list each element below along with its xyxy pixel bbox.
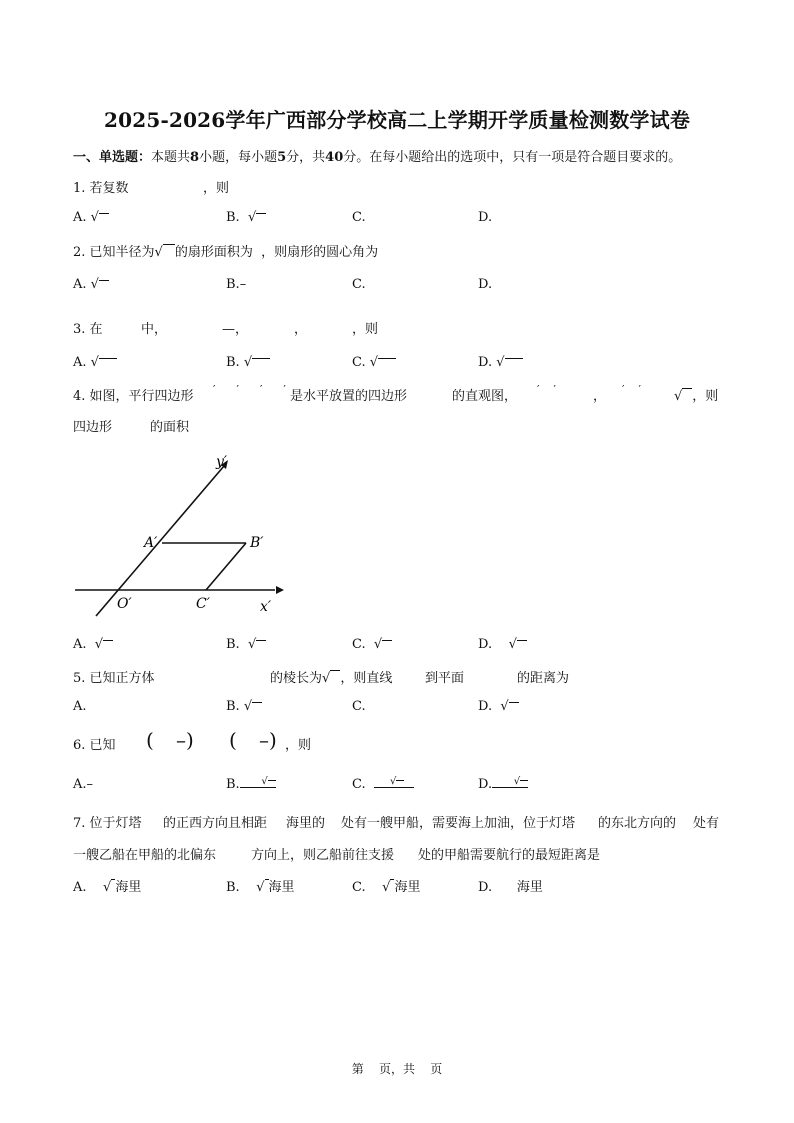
question-count: 8 <box>190 150 200 165</box>
oblique-projection-figure <box>70 448 290 623</box>
q7-stem-a: 7. 位于灯塔 <box>73 816 142 831</box>
q1-stem-a: 1. 若复数 <box>73 181 129 196</box>
q3-stem-d: ， <box>294 322 308 337</box>
label-a: A′ <box>144 535 158 551</box>
q6-paren-2: ( <box>229 728 237 752</box>
q4-option-b[interactable]: B. √ <box>226 637 266 652</box>
q7-stem-d: 处有一艘甲船，需要海上加油，位于灯塔 <box>341 816 576 831</box>
q6-option-a[interactable]: A.– <box>73 777 94 792</box>
q7-line2-b: 方向上，则乙船前往支援 <box>251 848 395 863</box>
q2-option-d[interactable]: D. <box>478 277 493 292</box>
q3-stem-e: ，则 <box>352 322 379 337</box>
q3-option-d[interactable]: D. √ <box>478 355 523 370</box>
section-text: 小题，每小题 <box>199 150 278 165</box>
q6-paren-2-close: –) <box>259 728 277 752</box>
page-title: 2025-2026学年广西部分学校高二上学期开学质量检测数学试卷 <box>103 108 691 132</box>
label-c: C′ <box>196 596 210 612</box>
q4-option-c[interactable]: C. √ <box>352 637 392 652</box>
q6-stem-b: ，则 <box>285 738 312 753</box>
q4-stem-c: 的直观图， <box>452 389 518 404</box>
q7-line2-a: 一艘乙船在甲船的北偏东 <box>73 848 217 863</box>
q6-paren-1-close: –) <box>176 728 194 752</box>
y-axis <box>96 466 224 616</box>
section-text: 本题共 <box>151 150 191 165</box>
section-text: 分，共 <box>286 150 326 165</box>
q7-option-c[interactable]: C. √ 海里 <box>352 880 421 895</box>
q7-stem-c: 海里的 <box>286 816 326 831</box>
q4-prime-marks-2: ′ ′ <box>537 383 556 396</box>
footer-text: 页 <box>430 1062 443 1076</box>
q6-option-b[interactable]: B. √ <box>226 777 276 792</box>
q7-option-a[interactable]: A. √ 海里 <box>73 880 142 895</box>
page-footer <box>0 1060 794 1077</box>
q2-option-a[interactable]: A. √ <box>73 277 109 292</box>
section-heading <box>73 146 681 165</box>
q4-stem-e: √ ，则 <box>674 389 719 404</box>
q7-option-d[interactable]: D. 海里 <box>478 880 543 895</box>
q4-stem-d: ， <box>593 389 607 404</box>
q5-option-a[interactable]: A. <box>73 699 87 714</box>
points-total: 40 <box>325 150 344 165</box>
q3-option-c[interactable]: C. √ <box>352 355 396 370</box>
x-axis-arrow <box>276 586 284 594</box>
q5-stem-d: 到平面 <box>425 671 465 686</box>
q6-option-d[interactable]: D. √ <box>478 777 528 792</box>
section-text: 分。在每小题给出的选项中，只有一项是符合题目要求的。 <box>343 150 682 165</box>
label-x: x′ <box>260 599 272 615</box>
segment-bc <box>206 543 246 590</box>
q5-option-c[interactable]: C. <box>352 699 366 714</box>
label-b: B′ <box>250 535 264 551</box>
q2-stem-a: 2. 已知半径为√ 的扇形面积为 ，则扇形的圆心角为 <box>73 245 379 260</box>
q7-option-b[interactable]: B. √ 海里 <box>226 880 295 895</box>
q1-option-a[interactable]: A. √ <box>73 210 109 225</box>
label-o: O′ <box>117 596 132 612</box>
q4-prime-marks: ′ ′ ′ ′ <box>213 383 286 396</box>
points-each: 5 <box>277 150 287 165</box>
q4-stem-a: 4. 如图，平行四边形 <box>73 389 194 404</box>
section-label: 一、单选题： <box>73 150 152 165</box>
q3-option-b[interactable]: B. √ <box>226 355 270 370</box>
q7-stem-b: 的正西方向且相距 <box>163 816 268 831</box>
q4-prime-marks-3: ′ ′ <box>622 383 641 396</box>
footer-text: 页，共 <box>378 1062 415 1076</box>
q6-option-c[interactable]: C. √ <box>352 777 414 792</box>
q2-option-b[interactable]: B.– <box>226 277 247 292</box>
q7-stem-f: 处有 <box>693 816 720 831</box>
q1-option-d[interactable]: D. <box>478 210 493 225</box>
q6-stem-a: 6. 已知 <box>73 738 116 753</box>
q5-stem-a: 5. 已知正方体 <box>73 671 155 686</box>
q5-stem-e: 的距离为 <box>517 671 570 686</box>
footer-text: 第 <box>351 1062 364 1076</box>
label-y: y′ <box>216 454 228 470</box>
q4-line2-a: 四边形 <box>73 420 113 435</box>
q3-stem-c: —， <box>222 322 249 337</box>
q4-stem-b: 是水平放置的四边形 <box>290 389 408 404</box>
q1-option-c[interactable]: C. <box>352 210 366 225</box>
q1-stem-b: ，则 <box>203 181 230 196</box>
q5-option-b[interactable]: B. √ <box>226 699 262 714</box>
q4-option-a[interactable]: A. √ <box>73 637 113 652</box>
q7-line2-c: 处的甲船需要航行的最短距离是 <box>418 848 601 863</box>
q7-stem-e: 的东北方向的 <box>598 816 677 831</box>
q6-paren-1: ( <box>146 728 154 752</box>
q3-option-a[interactable]: A. √ <box>73 355 117 370</box>
q4-option-d[interactable]: D. √ <box>478 637 527 652</box>
q1-option-b[interactable]: B. √ <box>226 210 266 225</box>
q3-stem-a: 3. 在 <box>73 322 103 337</box>
q5-option-d[interactable]: D. √ <box>478 699 519 714</box>
q5-stem-b: 的棱长为√ ，则直线 <box>270 671 393 686</box>
q3-stem-b: 中， <box>141 322 168 337</box>
q2-option-c[interactable]: C. <box>352 277 366 292</box>
q4-line2-b: 的面积 <box>150 420 190 435</box>
